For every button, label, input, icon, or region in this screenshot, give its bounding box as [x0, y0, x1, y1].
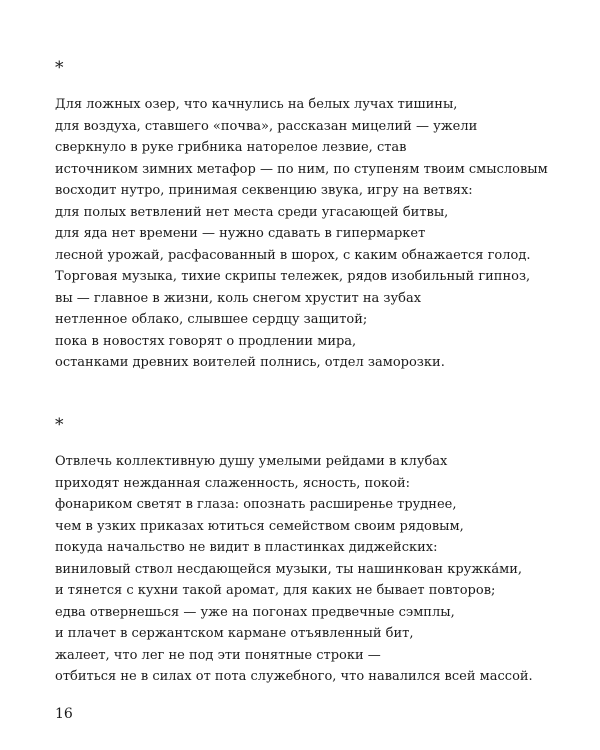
- poem-line: Отвлечь коллективную душу умелыми рейдами в клубах: [55, 454, 448, 469]
- poem-line: приходят нежданная слаженность, ясность, покой:: [55, 475, 411, 491]
- poem-line: нетленное облако, слывшее сердцу защитой;: [55, 312, 368, 327]
- poem-line: Для ложных озер, что качнулись на белых лучах тишины,: [55, 97, 458, 112]
- poem-line: жалеет, что лег не под эти понятные строки —: [55, 647, 381, 663]
- poem-2-asterisk: *: [55, 415, 64, 435]
- poem-line: для воздуха, ставшего «почва», рассказан мицелий — ужели: [55, 118, 478, 134]
- poem-line: покуда начальство не видит в пластинках диджейских:: [55, 540, 438, 555]
- poem-line: чем в узких приказах ютиться семейством своим рядовым,: [55, 518, 464, 534]
- poem-line: лесной урожай, расфасованный в шорох, с каким обнажается голод.: [55, 247, 531, 263]
- poem-line: едва отвернешься — уже на погонах предвечные сэмплы,: [55, 604, 455, 620]
- poem-line: для яда нет времени — нужно сдавать в гипермаркет: [55, 226, 426, 241]
- poem-line: останками древних воителей полнись, отдел заморозки.: [55, 355, 445, 370]
- poem-line: Торговая музыка, тихие скрипы тележек, рядов изобильный гипноз,: [55, 269, 531, 284]
- poem-line: фонариком светят в глаза: опознать расширенье труднее,: [55, 497, 457, 512]
- poem-line: для полых ветвлений нет места среди угасающей битвы,: [55, 204, 449, 220]
- poem-line: пока в новостях говорят о продлении мира,: [55, 333, 357, 349]
- poem-1-text: [55, 94, 595, 374]
- poem-line: вы — главное в жизни, коль снегом хрустит на зубах: [55, 290, 422, 306]
- poem-line: отбиться не в силах от пота служебного, что навалился всей массой.: [55, 669, 533, 684]
- poem-line: и плачет в сержантском кармане отъявленный бит,: [55, 626, 414, 641]
- poem-line: и тянется с кухни такой аромат, для каких не бывает повторов;: [55, 583, 496, 598]
- poem-1-asterisk: *: [55, 58, 64, 78]
- poem-line: источником зимних метафор — по ним, по ступеням твоим смысловым: [55, 161, 548, 177]
- poem-2-text: [55, 451, 595, 688]
- poem-line: восходит нутро, принимая секвенцию звука, игру на ветвях:: [55, 183, 473, 198]
- page-number: 16: [55, 706, 73, 722]
- poem-line: сверкнуло в руке грибника наторелое лезвие, став: [55, 140, 407, 155]
- poem-line: виниловый ствол несдающейся музыки, ты нашинкован кружка́ми,: [55, 561, 523, 577]
